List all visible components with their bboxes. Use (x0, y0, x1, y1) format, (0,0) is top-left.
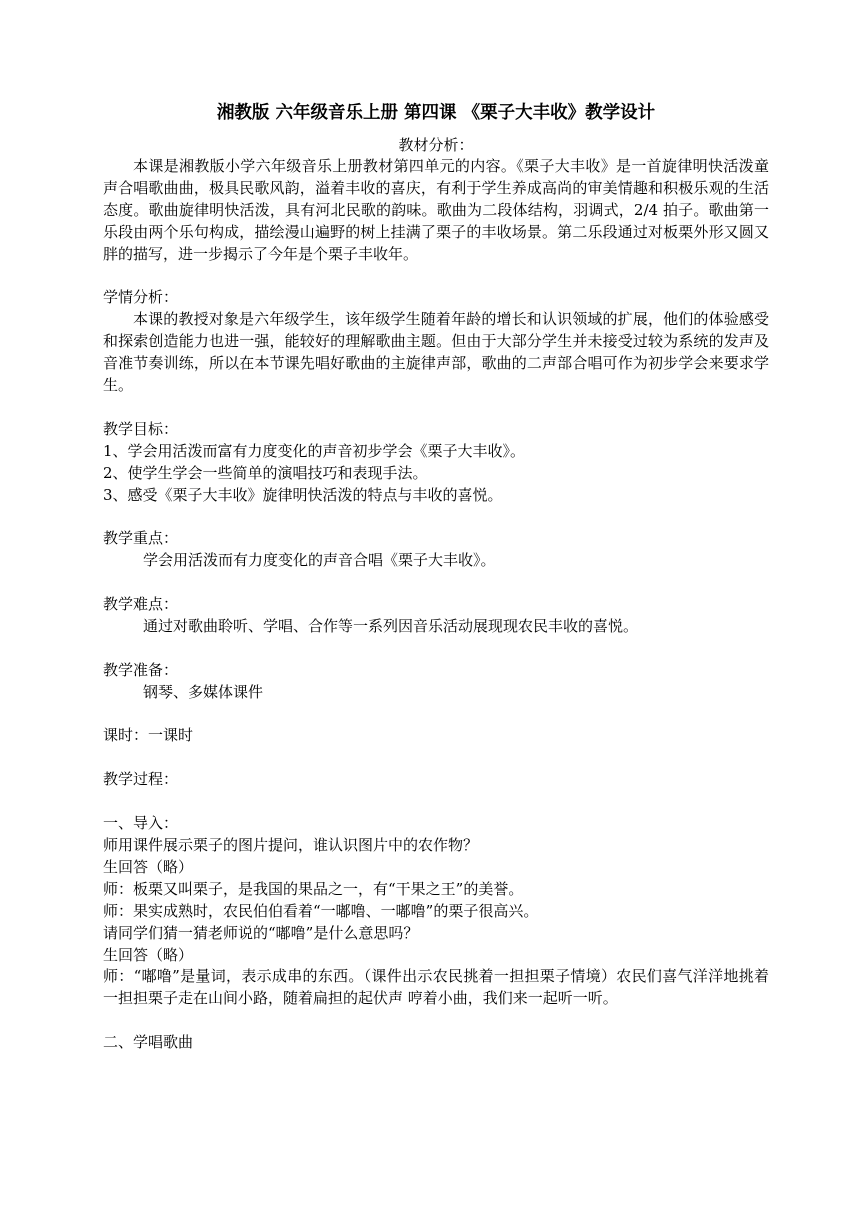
spacer (103, 572, 769, 594)
teaching-difficulty-text: 通过对歌曲聆听、学唱、合作等一系列因音乐活动展现现农民丰收的喜悦。 (143, 616, 639, 635)
teaching-focus-heading: 教学重点： (103, 529, 179, 548)
dialogue-paragraph: 师：“嘟噜”是量词，表示成串的东西。（课件出示农民挑着一担担栗子情境）农民们喜气洋洋地挑着一担担栗子走在山间小路，随着扁担的起伏声 哼着小曲，我们来一起听一听。 (103, 967, 769, 1008)
spacer (103, 1010, 769, 1032)
teaching-difficulty-heading: 教学难点： (103, 595, 179, 614)
spacer (103, 747, 769, 769)
spacer (103, 791, 769, 813)
dialogue-line: 师：果实成熟时，农民伯伯看着“一嘟噜、一嘟噜”的栗子很高兴。 (103, 901, 539, 920)
dialogue-line: 师用课件展示栗子的图片提问，谁认识图片中的农作物？ (103, 835, 479, 854)
dialogue-line: 师：板栗又叫栗子，是我国的果品之一，有“干果之王”的美誉。 (103, 879, 524, 898)
document-title: 湘教版 六年级音乐上册 第四课 《栗子大丰收》教学设计 (216, 103, 656, 123)
teaching-goal-item: 2、使学生学会一些简单的演唱技巧和表现手法。 (103, 463, 428, 482)
spacer (103, 704, 769, 726)
teaching-goal-item: 1、学会用活泼而富有力度变化的声音初步学会《栗子大丰收》。 (103, 441, 526, 460)
teaching-process-heading: 教学过程： (103, 770, 179, 789)
spacer (103, 266, 769, 288)
spacer (103, 506, 769, 528)
teaching-prep-heading: 教学准备： (103, 660, 179, 679)
teaching-prep-text: 钢琴、多媒体课件 (143, 682, 264, 701)
document-body (103, 156, 769, 1054)
spacer (103, 638, 769, 660)
dialogue-line: 生回答（略） (103, 857, 194, 876)
document-page (103, 0, 769, 1216)
learner-analysis-heading: 学情分析： (103, 288, 179, 307)
teaching-goals-heading: 教学目标： (103, 419, 179, 438)
section-learn-song-heading: 二、学唱歌曲 (103, 1033, 194, 1052)
spacer (103, 397, 769, 419)
material-analysis-heading: 教材分析： (398, 136, 474, 154)
learner-analysis-paragraph: 本课的教授对象是六年级学生，该年级学生随着年龄的增长和认识领域的扩展，他们的体验感受和探索创造能力也进一强，能较好的理解歌曲主题。但由于大部分学生并未接受过较为系统的发声及音准节奏训练，所以在本节课先唱好歌曲的主旋律声部，歌曲的二声部合唱可作为初步学会来要求学生。 (103, 310, 769, 395)
section-intro-heading: 一、导入： (103, 814, 179, 833)
material-analysis-paragraph: 本课是湘教版小学六年级音乐上册教材第四单元的内容。《栗子大丰收》是一首旋律明快活泼童声合唱歌曲曲，极具民歌风韵，溢着丰收的喜庆，有利于学生养成高尚的审美情趣和积极乐观的生活态度。歌曲旋律明快活泼，具有河北民歌的韵味。歌曲为二段体结构，羽调式，2/4 拍子。歌曲第一乐段由两个乐句构成，描绘漫山遍野的树上挂满了栗子的丰收场景。第二乐段通过对板栗外形又圆又胖的描写，进一步揭示了今年是个栗子丰收年。 (103, 157, 769, 263)
teaching-focus-text: 学会用活泼而有力度变化的声音合唱《栗子大丰收》。 (143, 551, 496, 570)
dialogue-line: 生回答（略） (103, 945, 194, 964)
teaching-goal-item: 3、感受《栗子大丰收》旋律明快活泼的特点与丰收的喜悦。 (103, 485, 503, 504)
class-period: 课时：一课时 (103, 726, 194, 745)
dialogue-line: 请同学们猜一猜老师说的“嘟噜”是什么意思吗？ (103, 923, 419, 942)
